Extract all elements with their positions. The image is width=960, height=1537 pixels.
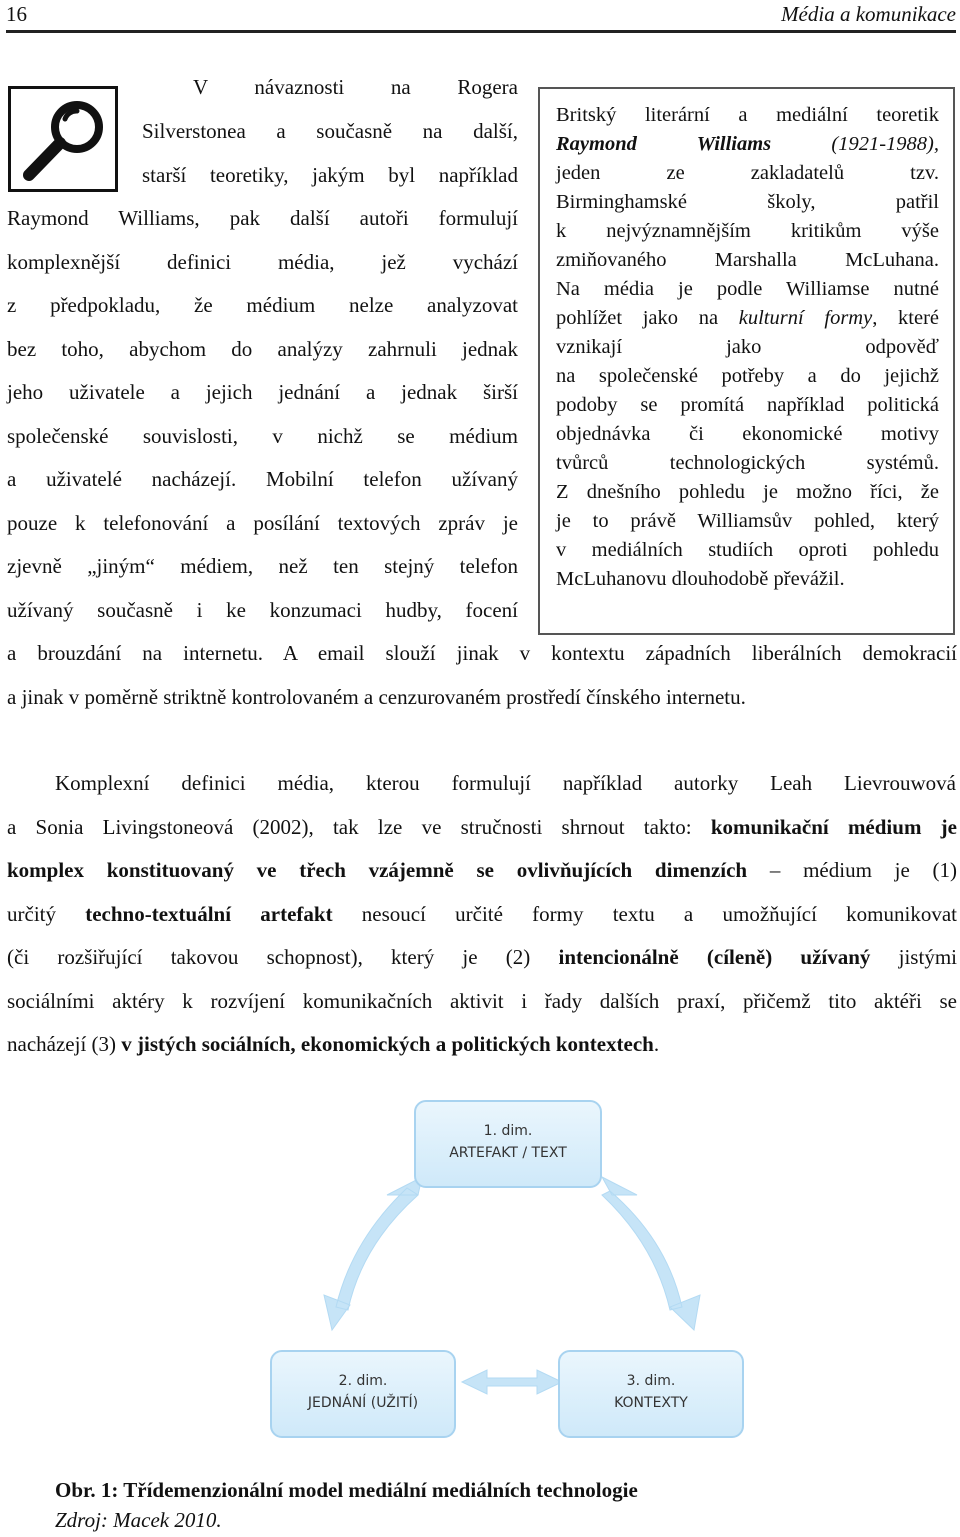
- side-line-name: [556, 130, 939, 158]
- side-name: Raymond Williams: [556, 133, 772, 155]
- intro-line-13: užívaný současně i ke konzumaci hudby, focení: [7, 598, 518, 622]
- intro-line-9: společenské souvislosti, v nichž se médium: [7, 424, 518, 448]
- para2-bold: v jistých sociálních, ekonomických a politických kontextech: [121, 1032, 654, 1056]
- side-line: vznikají jako odpověď: [556, 336, 939, 358]
- para2-line-1: Komplexní definici média, kterou formulují například autorky Leah Lievrouwová: [55, 771, 956, 795]
- dim3-number: 3. dim.: [626, 1373, 676, 1389]
- intro-line-5: komplexnější definici média, jež vychází: [7, 250, 518, 274]
- dimension-box-2: [270, 1350, 456, 1438]
- page-number: 16: [6, 2, 27, 26]
- dim2-number: 2. dim.: [338, 1373, 388, 1389]
- intro-line-15: a jinak v poměrně striktně kontrolovaném a cenzurovaném prostředí čínského internetu.: [7, 685, 746, 709]
- para2-line-5: [7, 942, 957, 972]
- para2-text: – médium je (1): [747, 858, 958, 882]
- intro-line-7: bez toho, abychom do analýzy zahrnuli jednak: [7, 337, 518, 361]
- dim3-label: KONTEXTY: [614, 1395, 688, 1411]
- para2-text: a Sonia Livingstoneová (2002), tak lze ve stručnosti shrnout takto:: [7, 815, 711, 839]
- side-line: podoby se promítá například politická: [556, 394, 939, 416]
- intro-line-8: jeho uživatele a jejich jednání a jednak širší: [7, 380, 518, 404]
- intro-line-14: a brouzdání na internetu. A email slouží jinak v kontextu západních liberálních demokracií: [7, 641, 957, 665]
- figure-caption: Obr. 1: Třídemenzionální model mediální mediálních technologie: [55, 1478, 638, 1502]
- para2-line-6: sociálními aktéry k rozvíjení komunikačních aktivit i řady dalších praxí, přičemž tito aktéři se: [7, 989, 957, 1013]
- side-text: , které: [872, 307, 939, 329]
- dim1-label: ARTEFAKT / TEXT: [449, 1145, 567, 1161]
- para2-line-4: [7, 899, 957, 929]
- dimension-box-1: [414, 1100, 602, 1188]
- para2-text: .: [653, 1032, 660, 1056]
- intro-line-6: z předpokladu, že médium nelze analyzovat: [7, 293, 518, 317]
- side-line: k nejvýznamnějším kritikům výše: [556, 220, 939, 242]
- arrow-left: [324, 1177, 422, 1330]
- side-line: Na média je podle Williamse nutné: [556, 278, 939, 300]
- dim1-number: 1. dim.: [483, 1123, 533, 1139]
- intro-line-12: zjevně „jiným“ médiem, než ten stejný telefon: [7, 554, 518, 578]
- intro-line-2: Silverstonea a současně na další,: [142, 119, 518, 143]
- side-italic: kulturní formy: [738, 307, 873, 329]
- dimension-box-3: [558, 1350, 744, 1438]
- dim2-label: JEDNÁNÍ (UŽITÍ): [307, 1395, 419, 1411]
- side-line: Birminghamské školy, patřil: [556, 191, 939, 213]
- figure-source: Zdroj: Macek 2010.: [55, 1508, 222, 1532]
- three-dimension-diagram: [262, 1095, 762, 1451]
- page-header: [6, 0, 956, 33]
- para2-bold: komplex konstituovaný ve třech vzájemně se ovlivňujících dimenzích: [7, 858, 748, 882]
- side-line: na společenské potřeby a do jejichž: [556, 365, 939, 387]
- para2-text: určitý: [7, 902, 86, 926]
- side-line: v mediálních studiích oproti pohledu: [556, 539, 939, 561]
- para2-bold: komunikační médium je: [710, 815, 957, 839]
- para2-line-2: [7, 812, 957, 842]
- running-title: Média a komunikace: [781, 2, 956, 26]
- arrow-right: [602, 1177, 700, 1330]
- magnifier-icon: [8, 86, 118, 192]
- para2-bold: intencionálně (cíleně) užívaný: [558, 945, 871, 969]
- intro-line-11: pouze k telefonování a posílání textových zpráv je: [7, 511, 518, 535]
- side-line: objednávka či ekonomické motivy: [556, 423, 939, 445]
- para2-text: nacházejí (3): [7, 1032, 122, 1056]
- side-text: pohlížet jako na: [556, 307, 719, 329]
- side-line: McLuhanovu dlouhodobě převážil.: [556, 568, 845, 590]
- side-line: je to právě Williamsův pohled, který: [556, 510, 939, 532]
- para2-bold: techno-textuální artefakt: [85, 902, 333, 926]
- arrow-bottom: [462, 1370, 562, 1394]
- intro-line-1: V návaznosti na Rogera: [193, 75, 518, 99]
- para2-text: nesoucí určité formy textu a umožňující komunikovat: [332, 902, 958, 926]
- intro-line-3: starší teoretiky, jakým byl například: [142, 163, 518, 187]
- para2-line-7: [7, 1029, 957, 1059]
- side-line: Z dnešního pohledu je možno říci, že: [556, 481, 939, 503]
- side-line: jeden ze zakladatelů tzv.: [556, 162, 939, 184]
- side-years: (1921-1988),: [831, 133, 939, 155]
- side-line-kulturni: [556, 304, 939, 332]
- para2-line-3: [7, 855, 957, 885]
- para2-text: (či rozšiřující takovou schopnost), který je (2): [7, 945, 559, 969]
- side-line: zmiňovaného Marshalla McLuhana.: [556, 249, 939, 271]
- side-line: Britský literární a mediální teoretik: [556, 104, 939, 126]
- intro-line-10: a uživatelé nacházejí. Mobilní telefon užívaný: [7, 467, 518, 491]
- side-line: tvůrců technologických systémů.: [556, 452, 939, 474]
- para2-text: jistými: [870, 945, 957, 969]
- intro-line-4: Raymond Williams, pak další autoři formulují: [7, 206, 518, 230]
